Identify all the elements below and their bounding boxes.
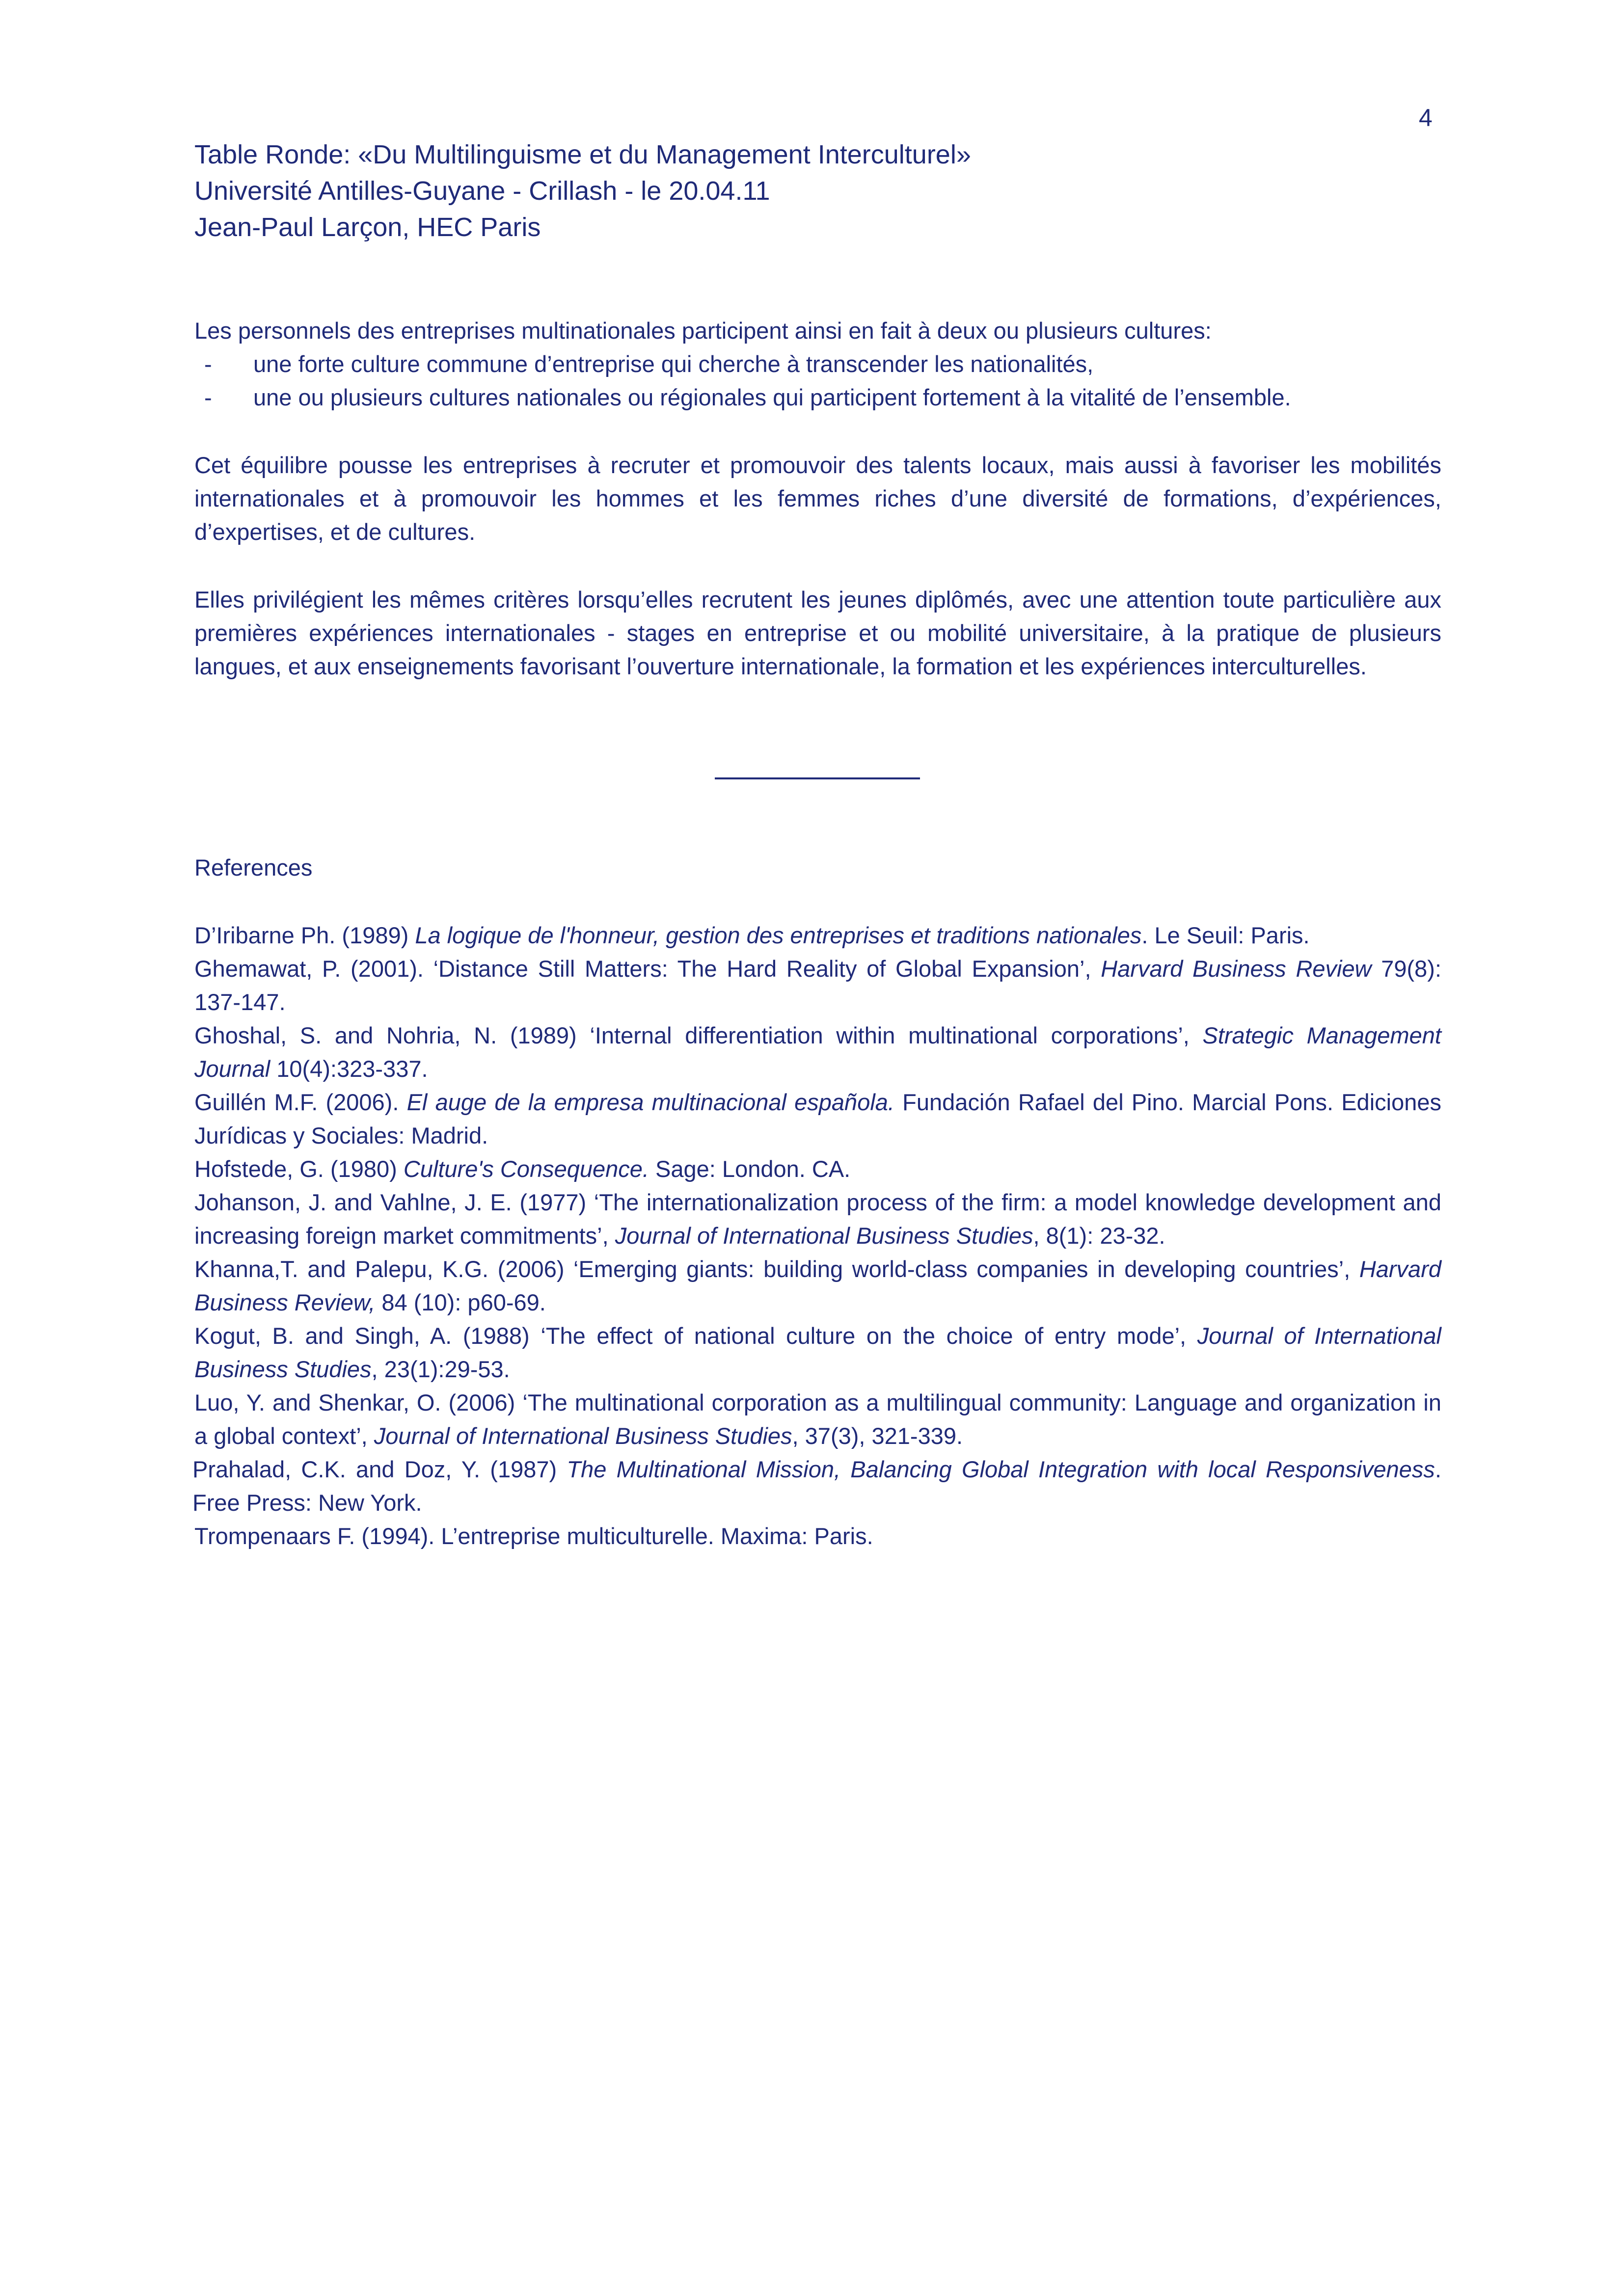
reference-item bbox=[194, 1386, 1441, 1453]
reference-text: . Free Press: New York. bbox=[192, 1456, 1441, 1516]
header-title: Table Ronde: «Du Multilinguisme et du Management Interculturel» bbox=[194, 140, 971, 169]
reference-item bbox=[194, 1086, 1441, 1152]
reference-text: Guillén M.F. (2006). bbox=[194, 1089, 407, 1115]
reference-title: Harvard Business Review, bbox=[194, 1256, 1441, 1315]
reference-title: Journal of International Business Studies bbox=[615, 1223, 1033, 1249]
reference-text: 10(4):323-337. bbox=[270, 1056, 428, 1082]
paragraph-equilibre: Cet équilibre pousse les entreprises à recruter et promouvoir des talents locaux, mais aussi à favoriser les mobilités internationales et à promouvoir les hommes et les femmes riches d’une diversité de formations, d’expériences, d’expertises, et de cultures. bbox=[194, 452, 1441, 545]
intro-paragraph: Les personnels des entreprises multinationales participent ainsi en fait à deux ou plusieurs cultures: bbox=[194, 318, 1212, 344]
reference-text: Johanson, J. and Vahlne, J. E. (1977) ‘The internationalization process of the firm: a model knowledge development and increasing foreign market commitments’, bbox=[194, 1189, 1441, 1249]
reference-text: Prahalad, C.K. and Doz, Y. (1987) bbox=[192, 1456, 567, 1482]
reference-item bbox=[194, 1520, 1441, 1553]
document-header bbox=[194, 136, 1441, 245]
references-list bbox=[194, 919, 1441, 1553]
reference-text: 84 (10): p60-69. bbox=[375, 1289, 546, 1315]
reference-text: , 8(1): 23-32. bbox=[1033, 1223, 1165, 1249]
bullet-text: une forte culture commune d’entreprise qui cherche à transcender les nationalités, bbox=[253, 351, 1094, 377]
reference-text: . Le Seuil: Paris. bbox=[1141, 922, 1310, 948]
header-author: Jean-Paul Larçon, HEC Paris bbox=[194, 213, 541, 242]
reference-text: D’Iribarne Ph. (1989) bbox=[194, 922, 415, 948]
reference-text: Luo, Y. and Shenkar, O. (2006) ‘The multinational corporation as a multilingual community: Language and organization in a global context’, bbox=[194, 1389, 1441, 1449]
reference-text: 79(8): 137-147. bbox=[194, 956, 1442, 1015]
reference-title: The Multinational Mission, Balancing Global Integration with local Responsiveness bbox=[567, 1456, 1435, 1482]
reference-text: Kogut, B. and Singh, A. (1988) ‘The effect of national culture on the choice of entry mode’, bbox=[194, 1323, 1197, 1349]
references-heading: References bbox=[194, 854, 313, 881]
paragraph-criteres: Elles privilégient les mêmes critères lorsqu’elles recrutent les jeunes diplômés, avec une attention toute particulière aux premières expériences internationales - stages en entreprise et ou mobilité universitaire, à la pratique de plusieurs langues, et aux enseignements favorisant l’ouverture internationale, la formation et les expériences interculturelles. bbox=[194, 587, 1441, 679]
bullet-marker: - bbox=[204, 384, 212, 410]
reference-item bbox=[194, 1253, 1441, 1319]
bullet-list bbox=[194, 347, 1441, 414]
bullet-item bbox=[194, 347, 1441, 381]
reference-text: Hofstede, G. (1980) bbox=[194, 1156, 404, 1182]
reference-text: , 37(3), 321-339. bbox=[792, 1423, 963, 1449]
reference-text: Trompenaars F. (1994). L’entreprise multiculturelle. Maxima: Paris. bbox=[194, 1523, 873, 1549]
reference-item bbox=[194, 952, 1441, 1019]
page-number: 4 bbox=[1419, 104, 1433, 132]
reference-title: El auge de la empresa multinacional española. bbox=[406, 1089, 894, 1115]
reference-text: Sage: London. CA. bbox=[649, 1156, 851, 1182]
reference-item bbox=[194, 1152, 1441, 1186]
reference-title: Journal of International Business Studies bbox=[374, 1423, 792, 1449]
reference-item bbox=[194, 1186, 1441, 1253]
reference-title: Culture's Consequence. bbox=[403, 1156, 649, 1182]
reference-title: Strategic Management Journal bbox=[194, 1022, 1441, 1082]
reference-text: Khanna,T. and Palepu, K.G. (2006) ‘Emerging giants: building world-class companies in developing countries’, bbox=[194, 1256, 1359, 1282]
reference-item bbox=[194, 919, 1441, 952]
reference-text: Ghemawat, P. (2001). ‘Distance Still Matters: The Hard Reality of Global Expansion’, bbox=[194, 956, 1101, 982]
reference-title: La logique de l'honneur, gestion des entreprises et traditions nationales bbox=[415, 922, 1142, 948]
reference-title: Journal of International Business Studies bbox=[194, 1323, 1441, 1382]
reference-title: Harvard Business Review bbox=[1101, 956, 1372, 982]
reference-text: , 23(1):29-53. bbox=[371, 1356, 510, 1382]
bullet-text: une ou plusieurs cultures nationales ou régionales qui participent fortement à la vitalité de l’ensemble. bbox=[253, 384, 1291, 410]
reference-item bbox=[194, 1319, 1441, 1386]
header-venue: Université Antilles-Guyane - Crillash - le 20.04.11 bbox=[194, 176, 770, 206]
bullet-marker: - bbox=[204, 351, 212, 377]
reference-item bbox=[194, 1019, 1441, 1086]
section-divider bbox=[715, 777, 920, 779]
bullet-item bbox=[194, 381, 1441, 414]
reference-text: Fundación Rafael del Pino. Marcial Pons. Ediciones Jurídicas y Sociales: Madrid. bbox=[194, 1089, 1441, 1148]
reference-item bbox=[192, 1453, 1441, 1520]
reference-text: Ghoshal, S. and Nohria, N. (1989) ‘Internal differentiation within multinational corporations’, bbox=[194, 1022, 1203, 1048]
